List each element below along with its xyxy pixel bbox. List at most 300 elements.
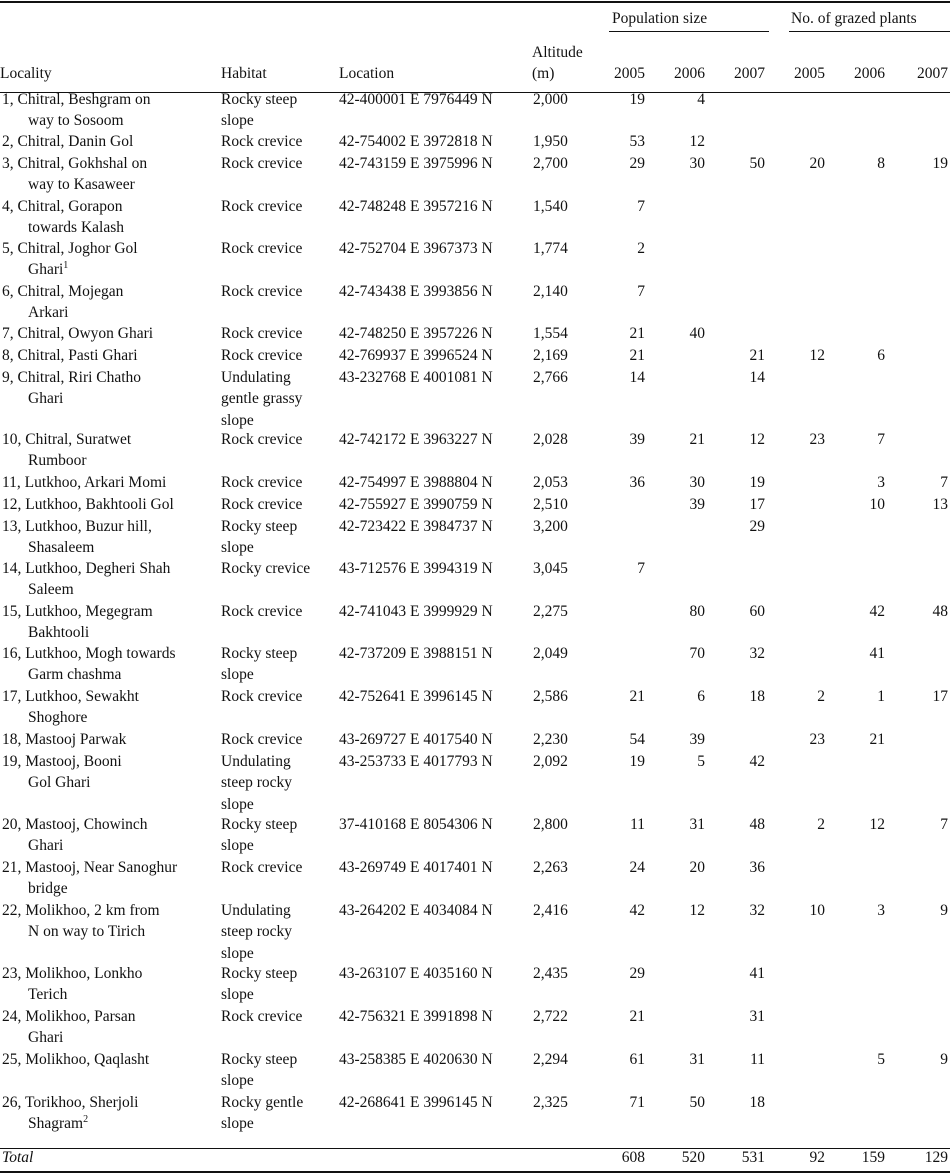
locality-line-1: 18, Mastooj Parwak	[2, 731, 127, 748]
altitude-cell: 2,230	[533, 731, 568, 748]
habitat-cell	[221, 643, 297, 686]
header-year-graze-2006: 2006	[854, 65, 885, 82]
habitat-line: slope	[221, 986, 254, 1004]
habitat-line: Rocky steep	[221, 518, 298, 535]
locality-line-2-text: way to Kasaweer	[28, 176, 135, 194]
locality-line-1: 25, Molikhoo, Qaqlasht	[2, 1051, 150, 1068]
altitude-cell: 2,092	[533, 753, 568, 770]
cell-graze-2006: 10	[869, 496, 885, 513]
habitat-cell	[221, 558, 310, 579]
locality-cell	[2, 153, 147, 196]
locality-line-2	[2, 878, 177, 899]
habitat-line: slope	[221, 411, 254, 429]
cell-graze-2005: 10	[809, 902, 825, 919]
locality-line-2-text: Rumboor	[28, 452, 87, 470]
cell-graze-2005: 23	[809, 731, 825, 748]
locality-cell	[2, 472, 166, 493]
location-cell: 43-264202 E 4034084 N	[339, 902, 493, 919]
habitat-cell	[221, 601, 302, 622]
habitat-line: Rock crevice	[221, 474, 303, 491]
cell-pop-2007: 48	[749, 816, 765, 833]
locality-line-1: 19, Mastooj, Booni	[2, 753, 122, 770]
cell-graze-2006: 12	[869, 816, 885, 833]
locality-line-2-text: Ghari	[28, 390, 64, 408]
cell-pop-2005: 39	[629, 431, 645, 448]
cell-pop-2005: 42	[629, 902, 645, 919]
habitat-line: Rocky steep	[221, 1051, 298, 1068]
cell-pop-2007: 21	[749, 347, 765, 364]
habitat-cell	[221, 1006, 302, 1027]
cell-graze-2005: 20	[809, 155, 825, 172]
locality-line-1: 5, Chitral, Joghor Gol	[2, 240, 138, 257]
cell-pop-2006: 50	[689, 1094, 705, 1111]
locality-line-2	[2, 217, 124, 238]
header-location: Location	[339, 65, 395, 82]
cell-pop-2005: 14	[629, 369, 645, 386]
cell-pop-2005: 53	[629, 133, 645, 150]
cell-graze-2006: 3	[877, 474, 885, 491]
cell-pop-2006: 31	[689, 1051, 705, 1068]
habitat-line: Rock crevice	[221, 1008, 303, 1025]
locality-line-2	[2, 537, 152, 558]
location-cell: 43-263107 E 4035160 N	[339, 965, 493, 982]
habitat-line: Rocky steep	[221, 965, 298, 982]
habitat-line: Rock crevice	[221, 240, 303, 257]
habitat-cell	[221, 963, 297, 1006]
cell-graze-2007: 19	[932, 155, 948, 172]
location-cell: 42-755927 E 3990759 N	[339, 496, 493, 513]
cell-graze-2006: 3	[877, 902, 885, 919]
cell-graze-2007: 17	[932, 688, 948, 705]
locality-line-2	[2, 664, 176, 685]
altitude-cell: 1,950	[533, 133, 568, 150]
altitude-cell: 2,294	[533, 1051, 568, 1068]
cell-pop-2005: 7	[637, 560, 645, 577]
habitat-line: Rock crevice	[221, 155, 303, 172]
location-cell: 42-400001 E 7976449 N	[339, 91, 493, 108]
locality-line-2	[2, 707, 139, 728]
locality-line-2-text: Shasaleem	[28, 539, 95, 557]
habitat-line: steep rocky	[221, 774, 293, 792]
habitat-cell	[221, 345, 302, 366]
cell-pop-2006: 21	[689, 431, 705, 448]
cell-pop-2006: 31	[689, 816, 705, 833]
cell-pop-2005: 19	[629, 753, 645, 770]
location-cell: 42-748250 E 3957226 N	[339, 325, 493, 342]
header-year-graze-2007: 2007	[917, 65, 948, 82]
header-group-population: Population size	[612, 10, 708, 27]
cell-graze-2005: 2	[817, 688, 825, 705]
cell-graze-2006: 41	[869, 645, 885, 662]
habitat-line: Undulating	[221, 369, 291, 386]
total-graze-2006: 159	[861, 1149, 885, 1166]
header-group-grazed: No. of grazed plants	[791, 10, 917, 27]
altitude-cell: 2,700	[533, 155, 568, 172]
location-cell: 43-269749 E 4017401 N	[339, 859, 493, 876]
header-habitat: Habitat	[221, 65, 267, 82]
habitat-cell	[221, 814, 297, 857]
location-cell: 42-742172 E 3963227 N	[339, 431, 493, 448]
location-cell: 42-741043 E 3999929 N	[339, 603, 493, 620]
cell-pop-2007: 31	[749, 1008, 765, 1025]
habitat-cell	[221, 153, 302, 174]
habitat-line: Rock crevice	[221, 283, 303, 300]
cell-pop-2006: 80	[689, 603, 705, 620]
altitude-cell: 2,263	[533, 859, 568, 876]
header-year-pop-2007: 2007	[734, 65, 765, 82]
locality-line-1: 1, Chitral, Beshgram on	[2, 91, 151, 108]
habitat-line: slope	[221, 837, 254, 855]
altitude-cell: 1,774	[533, 240, 568, 257]
altitude-cell: 3,045	[533, 560, 568, 577]
locality-cell	[2, 857, 177, 900]
locality-line-1: 23, Molikhoo, Lonkho	[2, 965, 143, 982]
altitude-cell: 2,053	[533, 474, 568, 491]
cell-graze-2006: 8	[877, 155, 885, 172]
location-cell: 42-748248 E 3957216 N	[339, 198, 493, 215]
locality-line-2-text: Bakhtooli	[28, 624, 90, 642]
location-cell: 42-268641 E 3996145 N	[339, 1094, 493, 1111]
cell-graze-2007: 48	[932, 603, 948, 620]
habitat-line: Rocky gentle	[221, 1094, 304, 1111]
habitat-line: slope	[221, 1115, 254, 1133]
locality-line-2-text: bridge	[28, 880, 68, 898]
cell-graze-2007: 9	[940, 1051, 948, 1068]
habitat-cell	[221, 686, 302, 707]
locality-line-2-text: Saleem	[28, 581, 74, 599]
cell-pop-2006: 40	[689, 325, 705, 342]
locality-line-2	[2, 772, 122, 793]
cell-pop-2007: 42	[749, 753, 765, 770]
cell-graze-2005: 12	[809, 347, 825, 364]
locality-line-2	[2, 174, 147, 195]
total-pop-2005: 608	[621, 1149, 645, 1166]
grazed-group-rule	[789, 31, 950, 32]
habitat-cell	[221, 751, 292, 815]
top-rule	[0, 1, 950, 3]
cell-pop-2005: 24	[629, 859, 645, 876]
cell-pop-2005: 29	[629, 155, 645, 172]
location-cell: 42-752704 E 3967373 N	[339, 240, 493, 257]
cell-pop-2007: 17	[749, 496, 765, 513]
cell-pop-2006: 39	[689, 731, 705, 748]
locality-cell	[2, 323, 153, 344]
locality-line-2	[2, 259, 138, 280]
habitat-line: Rock crevice	[221, 603, 303, 620]
altitude-cell: 2,028	[533, 431, 568, 448]
habitat-cell	[221, 857, 302, 878]
cell-pop-2005: 61	[629, 1051, 645, 1068]
altitude-cell: 2,049	[533, 645, 568, 662]
cell-graze-2006: 6	[877, 347, 885, 364]
habitat-line: Rock crevice	[221, 133, 303, 150]
locality-cell	[2, 601, 153, 644]
cell-pop-2007: 18	[749, 1094, 765, 1111]
locality-line-1: 8, Chitral, Pasti Ghari	[2, 347, 138, 364]
location-cell: 42-743438 E 3993856 N	[339, 283, 493, 300]
cell-pop-2005: 7	[637, 283, 645, 300]
locality-line-2	[2, 388, 141, 409]
locality-line-2-text: Shoghore	[28, 709, 88, 727]
habitat-cell	[221, 196, 302, 217]
cell-pop-2006: 6	[697, 688, 705, 705]
locality-line-1: 11, Lutkhoo, Arkari Momi	[2, 474, 167, 491]
habitat-line: Rock crevice	[221, 731, 303, 748]
locality-line-2	[2, 1113, 138, 1134]
altitude-cell: 2,800	[533, 816, 568, 833]
altitude-cell: 1,540	[533, 198, 568, 215]
location-cell: 43-232768 E 4001081 N	[339, 369, 493, 386]
footnote-marker: 2	[83, 1114, 89, 1126]
cell-pop-2005: 21	[629, 1008, 645, 1025]
locality-line-2-text: Gol Ghari	[28, 774, 91, 792]
cell-pop-2006: 12	[689, 902, 705, 919]
locality-cell	[2, 429, 131, 472]
habitat-line: Rock crevice	[221, 198, 303, 215]
locality-cell	[2, 345, 138, 366]
cell-pop-2007: 14	[749, 369, 765, 386]
habitat-cell	[221, 1049, 297, 1092]
cell-pop-2005: 7	[637, 198, 645, 215]
locality-cell	[2, 1092, 138, 1135]
altitude-cell: 2,416	[533, 902, 568, 919]
locality-line-2	[2, 579, 170, 600]
habitat-cell	[221, 281, 302, 302]
cell-graze-2006: 21	[869, 731, 885, 748]
locality-line-1: 9, Chitral, Riri Chatho	[2, 369, 142, 386]
locality-cell	[2, 729, 126, 750]
cell-pop-2005: 21	[629, 325, 645, 342]
locality-cell	[2, 89, 151, 132]
location-cell: 42-743159 E 3975996 N	[339, 155, 493, 172]
locality-line-2-text: Terich	[28, 986, 68, 1004]
locality-line-2-text: N on way to Tirich	[28, 923, 146, 941]
locality-line-2	[2, 835, 148, 856]
altitude-cell: 2,275	[533, 603, 568, 620]
cell-pop-2005: 2	[637, 240, 645, 257]
population-group-rule	[609, 31, 769, 32]
cell-pop-2006: 12	[689, 133, 705, 150]
cell-pop-2006: 39	[689, 496, 705, 513]
cell-pop-2005: 21	[629, 688, 645, 705]
locality-line-2	[2, 450, 131, 471]
habitat-cell	[221, 367, 302, 431]
cell-graze-2006: 7	[877, 431, 885, 448]
cell-pop-2007: 60	[749, 603, 765, 620]
cell-pop-2005: 11	[630, 816, 645, 833]
locality-line-2-text: Shagram	[28, 1115, 84, 1133]
locality-line-1: 3, Chitral, Gokhshal on	[2, 155, 148, 172]
altitude-cell: 2,140	[533, 283, 568, 300]
habitat-line: slope	[221, 112, 254, 130]
habitat-line: slope	[221, 666, 254, 684]
habitat-cell	[221, 472, 302, 493]
altitude-cell: 2,766	[533, 369, 568, 386]
locality-cell	[2, 196, 124, 239]
habitat-line: Rock crevice	[221, 859, 303, 876]
habitat-line: Rock crevice	[221, 496, 303, 513]
locality-cell	[2, 1049, 149, 1070]
location-cell: 42-756321 E 3991898 N	[339, 1008, 493, 1025]
locality-cell	[2, 751, 122, 794]
footnote-marker: 1	[63, 260, 69, 272]
cell-graze-2006: 5	[877, 1051, 885, 1068]
altitude-cell: 2,325	[533, 1094, 568, 1111]
locality-cell	[2, 643, 176, 686]
locality-cell	[2, 281, 123, 324]
locality-line-1: 13, Lutkhoo, Buzur hill,	[2, 518, 152, 535]
altitude-cell: 2,169	[533, 347, 568, 364]
habitat-cell	[221, 516, 297, 559]
locality-line-1: 15, Lutkhoo, Megegram	[2, 603, 153, 620]
locality-line-2	[2, 622, 153, 643]
location-cell: 43-712576 E 3994319 N	[339, 560, 493, 577]
cell-pop-2005: 71	[629, 1094, 645, 1111]
locality-line-2-text: Garm chashma	[28, 666, 122, 684]
cell-graze-2005: 23	[809, 431, 825, 448]
habitat-line: Rocky steep	[221, 91, 298, 108]
cell-graze-2007: 7	[940, 816, 948, 833]
habitat-cell	[221, 429, 302, 450]
habitat-cell	[221, 238, 302, 259]
locality-line-1: 2, Chitral, Danin Gol	[2, 133, 134, 150]
altitude-cell: 3,200	[533, 518, 568, 535]
locality-line-2-text: Ghari	[28, 1029, 64, 1047]
locality-line-1: 20, Mastooj, Chowinch	[2, 816, 148, 833]
cell-pop-2006: 30	[689, 474, 705, 491]
locality-cell	[2, 516, 152, 559]
locality-line-2	[2, 110, 151, 131]
location-cell: 37-410168 E 8054306 N	[339, 816, 493, 833]
locality-cell	[2, 131, 133, 152]
habitat-line: Rocky steep	[221, 816, 298, 833]
cell-graze-2005: 2	[817, 816, 825, 833]
habitat-line: Rock crevice	[221, 431, 303, 448]
cell-graze-2007: 13	[932, 496, 948, 513]
total-pop-2006: 520	[681, 1149, 705, 1166]
locality-line-2	[2, 302, 123, 323]
header-year-pop-2006: 2006	[674, 65, 705, 82]
locality-line-1: 21, Mastooj, Near Sanoghur	[2, 859, 178, 876]
cell-pop-2007: 29	[749, 518, 765, 535]
cell-pop-2007: 50	[749, 155, 765, 172]
locality-line-1: 12, Lutkhoo, Bakhtooli Gol	[2, 496, 174, 513]
habitat-line: slope	[221, 944, 254, 962]
locality-line-1: 16, Lutkhoo, Mogh towards	[2, 645, 176, 662]
locality-line-1: 24, Molikhoo, Parsan	[2, 1008, 136, 1025]
habitat-cell	[221, 1092, 303, 1135]
location-cell: 43-253733 E 4017793 N	[339, 753, 493, 770]
cell-pop-2007: 32	[749, 902, 765, 919]
cell-pop-2006: 4	[697, 91, 705, 108]
locality-cell	[2, 1006, 135, 1049]
altitude-cell: 2,000	[533, 91, 568, 108]
header-altitude: Altitude	[532, 44, 583, 61]
habitat-cell	[221, 323, 302, 344]
altitude-cell: 2,586	[533, 688, 568, 705]
cell-pop-2006: 20	[689, 859, 705, 876]
locality-line-1: 14, Lutkhoo, Degheri Shah	[2, 560, 171, 577]
cell-pop-2007: 12	[749, 431, 765, 448]
location-cell: 42-737209 E 3988151 N	[339, 645, 493, 662]
cell-pop-2007: 32	[749, 645, 765, 662]
header-year-graze-2005: 2005	[794, 65, 825, 82]
header-locality: Locality	[0, 65, 52, 82]
header-year-pop-2005: 2005	[614, 65, 645, 82]
altitude-cell: 2,722	[533, 1008, 568, 1025]
cell-pop-2007: 11	[750, 1051, 765, 1068]
locality-cell	[2, 814, 148, 857]
habitat-line: gentle grassy	[221, 390, 303, 408]
locality-line-2	[2, 921, 160, 942]
locality-line-2	[2, 1027, 135, 1048]
cell-graze-2006: 42	[869, 603, 885, 620]
altitude-cell: 1,554	[533, 325, 568, 342]
habitat-line: slope	[221, 539, 254, 557]
cell-pop-2007: 18	[749, 688, 765, 705]
locality-line-2-text: Ghari	[28, 837, 64, 855]
locality-line-2-text: towards Kalash	[28, 219, 124, 237]
total-graze-2007: 129	[924, 1149, 948, 1166]
total-rule	[0, 1148, 950, 1149]
locality-cell	[2, 367, 141, 410]
habitat-cell	[221, 494, 302, 515]
location-cell: 42-754002 E 3972818 N	[339, 133, 493, 150]
habitat-cell	[221, 131, 302, 152]
location-cell: 43-269727 E 4017540 N	[339, 731, 493, 748]
locality-cell	[2, 238, 138, 281]
cell-pop-2006: 70	[689, 645, 705, 662]
cell-pop-2006: 5	[697, 753, 705, 770]
habitat-line: Rocky crevice	[221, 560, 311, 577]
locality-cell	[2, 963, 142, 1006]
cell-graze-2006: 1	[877, 688, 885, 705]
locality-line-1: 4, Chitral, Gorapon	[2, 198, 123, 215]
habitat-line: Rock crevice	[221, 325, 303, 342]
locality-line-1: 6, Chitral, Mojegan	[2, 283, 124, 300]
cell-pop-2006: 30	[689, 155, 705, 172]
cell-pop-2005: 29	[629, 965, 645, 982]
habitat-line: Rock crevice	[221, 347, 303, 364]
locality-line-2-text: way to Sosoom	[28, 112, 124, 130]
habitat-line: slope	[221, 795, 254, 813]
location-cell: 42-723422 E 3984737 N	[339, 518, 493, 535]
locality-line-2	[2, 984, 142, 1005]
cell-pop-2005: 54	[629, 731, 645, 748]
habitat-cell	[221, 89, 297, 132]
locality-cell	[2, 494, 174, 515]
cell-pop-2007: 19	[749, 474, 765, 491]
header-altitude-unit: (m)	[532, 65, 555, 82]
habitat-line: Undulating	[221, 902, 291, 919]
location-cell: 42-752641 E 3996145 N	[339, 688, 493, 705]
locality-line-1: 26, Torikhoo, Sherjoli	[2, 1094, 139, 1111]
habitat-line: Rock crevice	[221, 688, 303, 705]
altitude-cell: 2,435	[533, 965, 568, 982]
habitat-line: steep rocky	[221, 923, 293, 941]
locality-cell	[2, 900, 160, 943]
cell-pop-2007: 41	[749, 965, 765, 982]
total-graze-2005: 92	[809, 1149, 825, 1166]
bottom-rule	[0, 1171, 950, 1173]
cell-pop-2005: 19	[629, 91, 645, 108]
locality-cell	[2, 558, 170, 601]
total-pop-2007: 531	[741, 1149, 765, 1166]
locality-line-1: 7, Chitral, Owyon Ghari	[2, 325, 154, 342]
habitat-cell	[221, 729, 302, 750]
habitat-line: slope	[221, 1072, 254, 1090]
locality-line-1: 22, Molikhoo, 2 km from	[2, 902, 160, 919]
